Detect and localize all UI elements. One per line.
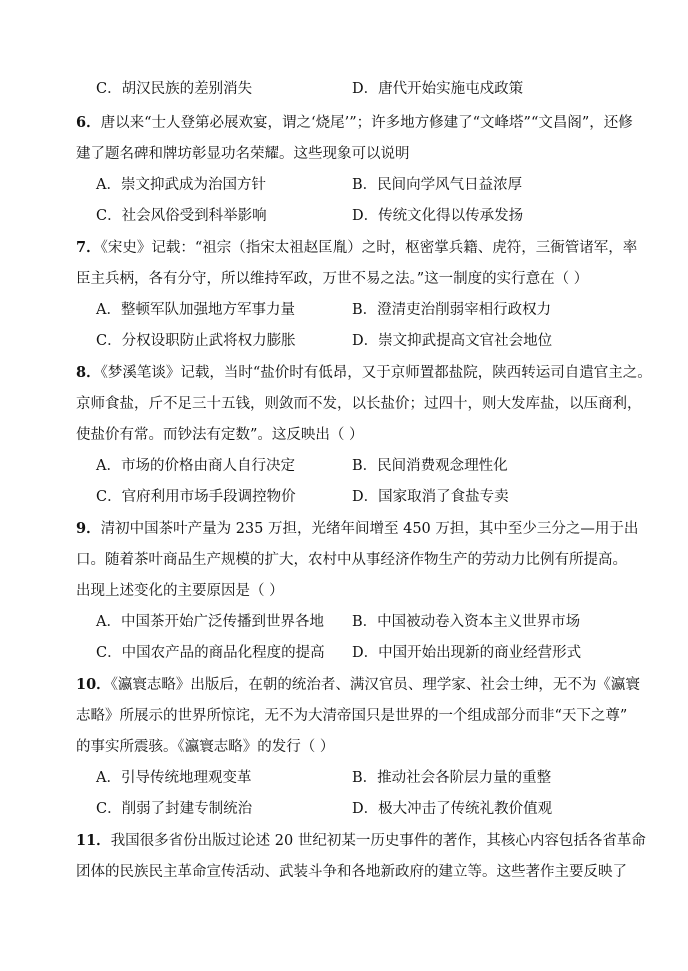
q9-stem-line-1 xyxy=(76,519,638,539)
q6-option-b: B．民间向学风气日益浓厚 xyxy=(352,177,523,193)
q8-number: 8． xyxy=(76,364,101,381)
q5-option-c: C．胡汉民族的差别消失 xyxy=(96,81,253,97)
q6-text-1: 唐以来“士人登第必展欢宴，谓之‘烧尾’”；许多地方修建了“文峰塔”“文昌阁”，还修 xyxy=(100,115,633,131)
q10-option-d: D．极大冲击了传统礼教价值观 xyxy=(352,801,553,817)
q7-stem-line-1 xyxy=(76,238,637,258)
q8-text-1: 《梦溪笔谈》记载，当时“盐价时有低昂，又于京师置都盐院，陕西转运司自遣官主之。 xyxy=(100,365,652,381)
q11-stem-line-1 xyxy=(76,831,646,851)
q9-stem-line-3: 出现上述变化的主要原因是（ ） xyxy=(76,583,284,599)
q6-number: 6． xyxy=(76,114,101,131)
q8-option-d: D．国家取消了食盐专卖 xyxy=(352,489,509,505)
q9-option-d: D．中国开始出现新的商业经营形式 xyxy=(352,645,582,661)
q8-option-a: A．市场的价格由商人自行决定 xyxy=(96,458,295,474)
q9-number: 9． xyxy=(76,520,101,537)
q10-stem-line-2: 志略》所展示的世界所惊诧，无不为大清帝国只是世界的一个组成部分而非“天下之尊” xyxy=(76,708,628,724)
q7-number: 7． xyxy=(76,239,101,256)
q8-stem-line-3: 使盐价有常。而钞法有定数”。这反映出（ ） xyxy=(76,427,364,443)
q9-text-1: 清初中国茶叶产量为 235 万担，光绪年间增至 450 万担，其中至少三分之—用于出 xyxy=(100,521,639,537)
q11-number: 11． xyxy=(76,832,111,849)
q9-option-c: C．中国农产品的商品化程度的提高 xyxy=(96,645,325,661)
q10-option-a: A．引导传统地理观变革 xyxy=(96,770,252,786)
q7-option-b: B．澄清吏治削弱宰相行政权力 xyxy=(352,302,552,318)
q11-text-1: 我国很多省份出版过论述 20 世纪初某一历史事件的著作，其核心内容包括各省革命 xyxy=(110,833,646,849)
q8-stem-line-1 xyxy=(76,363,652,383)
q8-option-b: B．民间消费观念理性化 xyxy=(352,458,508,474)
q10-stem-line-3: 的事实所震骇。《瀛寰志略》的发行（ ） xyxy=(76,739,335,755)
q6-option-c: C．社会风俗受到科举影响 xyxy=(96,208,267,224)
q7-option-d: D．崇文抑武提高文官社会地位 xyxy=(352,333,553,349)
q6-stem-line-2: 建了题名碑和牌坊彰显功名荣耀。这些现象可以说明 xyxy=(76,146,410,162)
q8-stem-line-2: 京师食盐，斤不足三十五钱，则敛而不发，以长盐价；过四十，则大发库盐，以压商利， xyxy=(76,396,642,412)
q7-option-a: A．整顿军队加强地方军事力量 xyxy=(96,302,295,318)
q6-option-a: A．崇文抑武成为治国方针 xyxy=(96,177,266,193)
q10-option-b: B．推动社会各阶层力量的重整 xyxy=(352,770,552,786)
q7-option-c: C．分权设职防止武将权力膨胀 xyxy=(96,333,296,349)
q9-stem-line-2: 口。随着茶叶商品生产规模的扩大，农村中从事经济作物生产的劳动力比例有所提高。 xyxy=(76,552,627,568)
q5-option-d: D．唐代开始实施屯戍政策 xyxy=(352,81,524,97)
q10-stem-line-1 xyxy=(76,675,640,695)
q7-stem-line-2: 臣主兵柄，各有分守，所以维持军政，万世不易之法。”这一制度的实行意在（ ） xyxy=(76,271,589,287)
q6-stem-line-1 xyxy=(76,113,633,133)
q7-text-1: 《宋史》记载：“祖宗（指宋太祖赵匡胤）之时，枢密掌兵籍、虎符，三衙管诸军，率 xyxy=(100,240,638,256)
q11-stem-line-2: 团体的民族民主革命宣传活动、武装斗争和各地新政府的建立等。这些著作主要反映了 xyxy=(76,864,627,880)
q10-option-c: C．削弱了封建专制统治 xyxy=(96,801,253,817)
q6-option-d: D．传统文化得以传承发扬 xyxy=(352,208,524,224)
q9-option-b: B．中国被动卷入资本主义世界市场 xyxy=(352,614,581,630)
q8-option-c: C．官府利用市场手段调控物价 xyxy=(96,489,296,505)
q10-number: 10． xyxy=(76,676,111,693)
q9-option-a: A．中国茶开始广泛传播到世界各地 xyxy=(96,614,324,630)
q10-text-1: 《瀛寰志略》出版后，在朝的统治者、满汉官员、理学家、社会士绅，无不为《瀛寰 xyxy=(110,677,640,693)
